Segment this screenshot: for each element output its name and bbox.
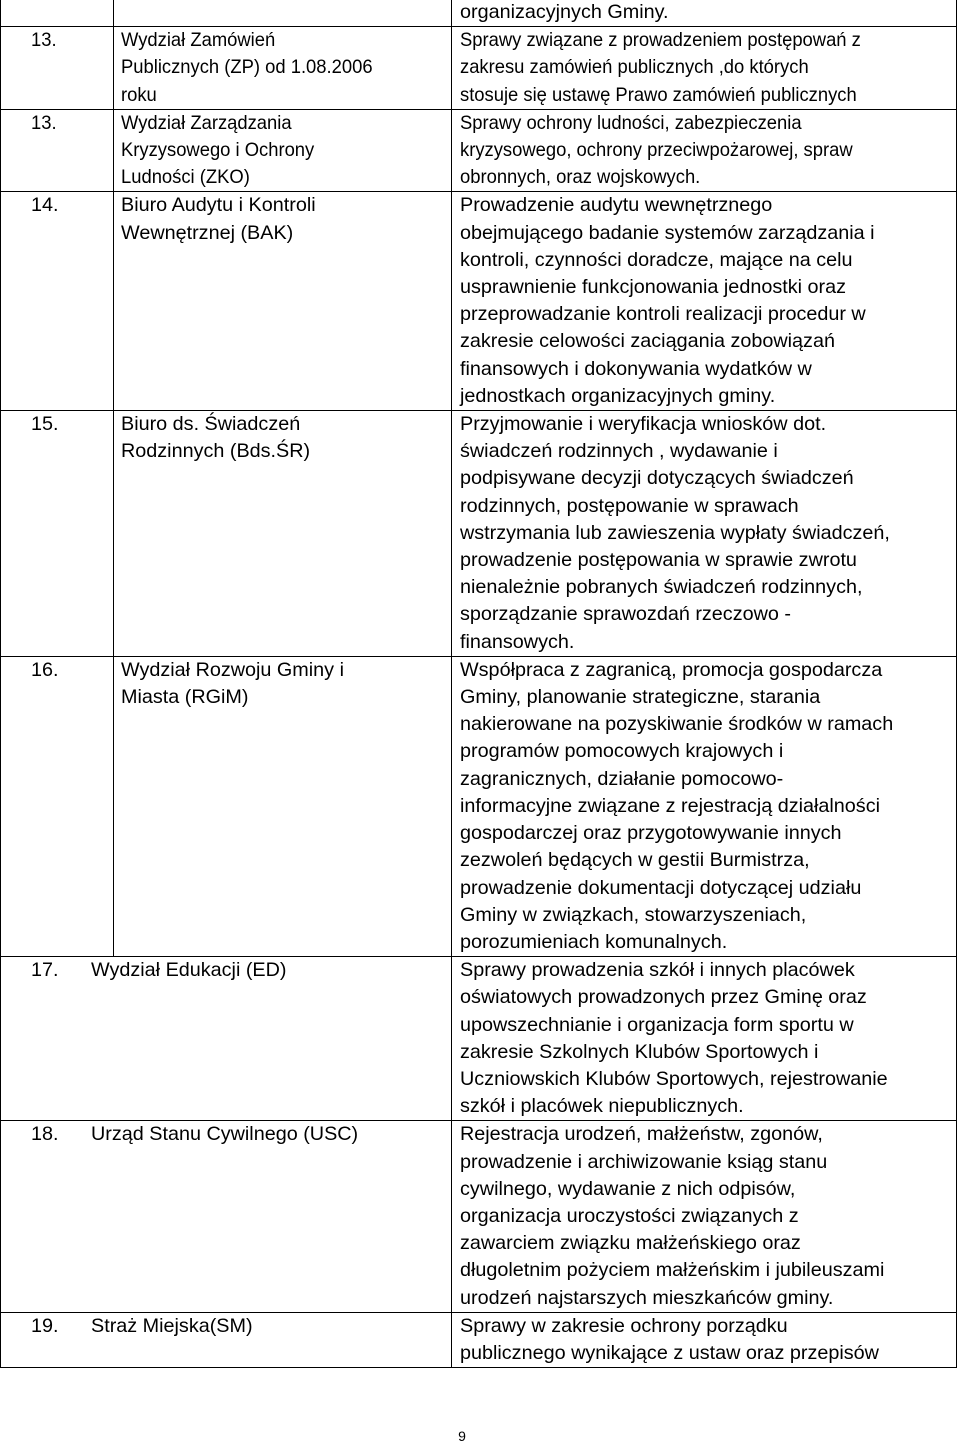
- table-row: [1, 656, 957, 956]
- description-line: zakresie Szkolnych Klubów Sportowych i: [460, 1040, 819, 1063]
- unit-number-cell: [1, 0, 114, 27]
- unit-name-line: Straż Miejska(SM): [91, 1314, 253, 1337]
- description-line: prowadzenie postępowania w sprawie zwrotu: [460, 549, 857, 572]
- unit-number-name-line: [31, 1121, 451, 1148]
- description-line: prowadzenie dokumentacji dotyczącej udziału: [460, 876, 862, 899]
- table-row: [1, 0, 957, 27]
- description-line: kryzysowego, ochrony przeciwpożarowej, spraw: [460, 139, 853, 162]
- unit-name-line: Wydział Edukacji (ED): [91, 959, 287, 982]
- description-line: sporządzanie sprawozdań rzeczowo -: [460, 603, 791, 626]
- description-line: informacyjne związane z rejestracją działalności: [460, 794, 880, 817]
- unit-number-cell: [1, 109, 114, 192]
- description-line: obronnych, oraz wojskowych.: [460, 166, 701, 189]
- description-line: stosuje się ustawę Prawo zamówień publicznych: [460, 83, 857, 106]
- description-line: świadczeń rodzinnych , wydawanie i: [460, 440, 778, 463]
- unit-description-cell: [452, 411, 957, 657]
- unit-number: 13.: [31, 111, 57, 134]
- description-line: podpisywane decyzji dotyczących świadczeń: [460, 467, 854, 490]
- unit-number: 18.: [31, 1123, 59, 1146]
- description-line: przeprowadzanie kontroli realizacji procedur w: [460, 303, 866, 326]
- description-line: długoletnim pożyciem małżeńskim i jubileuszami: [460, 1259, 885, 1282]
- unit-number-name-line: [31, 1313, 451, 1340]
- table-row: [1, 1121, 957, 1312]
- unit-name-line: roku: [121, 83, 157, 106]
- unit-name-line: Biuro Audytu i Kontroli: [121, 194, 316, 217]
- description-line: obejmującego badanie systemów zarządzania i: [460, 221, 875, 244]
- table-row: [1, 192, 957, 411]
- unit-name-line: Kryzysowego i Ochrony: [121, 139, 315, 162]
- unit-name-line: Miasta (RGiM): [121, 686, 249, 709]
- unit-number-name-cell: [1, 957, 452, 1121]
- description-line: oświatowych prowadzonych przez Gminę oraz: [460, 986, 867, 1009]
- description-line: programów pomocowych krajowych i: [460, 740, 784, 763]
- description-line: organizacyjnych Gminy.: [460, 1, 669, 23]
- unit-number: 13.: [31, 29, 57, 52]
- unit-number: 19.: [31, 1314, 59, 1337]
- table-row: [1, 1312, 957, 1367]
- units-table-body: [1, 0, 957, 1368]
- description-line: Rejestracja urodzeń, małżeństw, zgonów,: [460, 1123, 823, 1146]
- unit-number: 15.: [31, 413, 59, 436]
- description-line: finansowych i dokonywania wydatków w: [460, 357, 812, 380]
- description-line: Współpraca z zagranicą, promocja gospodarcza: [460, 658, 883, 681]
- description-line: finansowych.: [460, 630, 575, 653]
- unit-number-cell: [1, 192, 114, 411]
- description-line: Gminy w związkach, stowarzyszeniach,: [460, 903, 807, 926]
- unit-number-name-line: [31, 957, 451, 984]
- description-line: nienależnie pobranych świadczeń rodzinnych,: [460, 576, 863, 599]
- unit-number-cell: [1, 411, 114, 657]
- description-line: jednostkach organizacyjnych gminy.: [460, 384, 776, 407]
- unit-name-cell: [114, 656, 452, 956]
- unit-name-line: Wydział Zarządzania: [121, 111, 292, 134]
- unit-name-line: Ludności (ZKO): [121, 166, 250, 189]
- description-line: Sprawy ochrony ludności, zabezpieczenia: [460, 111, 802, 134]
- description-line: Sprawy prowadzenia szkół i innych placówek: [460, 959, 855, 982]
- description-line: usprawnienie funkcjonowania jednostki oraz: [460, 276, 846, 299]
- description-line: porozumieniach komunalnych.: [460, 930, 728, 953]
- description-line: Gminy, planowanie strategiczne, starania: [460, 686, 821, 709]
- description-line: upowszechnianie i organizacja form sportu w: [460, 1013, 854, 1036]
- unit-name-line: Rodzinnych (Bds.ŚR): [121, 440, 311, 463]
- description-line: szkół i placówek niepublicznych.: [460, 1095, 744, 1118]
- unit-number: 14.: [31, 194, 59, 217]
- unit-name-cell: [114, 0, 452, 27]
- unit-description-cell: [452, 656, 957, 956]
- unit-name-cell: [114, 192, 452, 411]
- description-line: Uczniowskich Klubów Sportowych, rejestrowanie: [460, 1067, 888, 1090]
- description-line: urodzeń najstarszych mieszkańców gminy.: [460, 1286, 834, 1309]
- unit-name-line: Wewnętrznej (BAK): [121, 221, 294, 244]
- description-line: Przyjmowanie i weryfikacja wniosków dot.: [460, 413, 827, 436]
- description-line: kontroli, czynności doradcze, mające na celu: [460, 248, 853, 271]
- description-line: Prowadzenie audytu wewnętrznego: [460, 194, 773, 217]
- unit-description-cell: [452, 957, 957, 1121]
- page-number: 9: [458, 1428, 466, 1444]
- table-row: [1, 109, 957, 192]
- description-line: publicznego wynikające z ustaw oraz przepisów: [460, 1341, 879, 1364]
- unit-name-cell: [114, 27, 452, 110]
- unit-description-cell: [452, 0, 957, 27]
- unit-name-cell: [114, 411, 452, 657]
- unit-number: 16.: [31, 658, 59, 681]
- unit-description-cell: [452, 1312, 957, 1367]
- unit-number-cell: [1, 27, 114, 110]
- description-line: zezwoleń będących w gestii Burmistrza,: [460, 849, 810, 872]
- unit-number-cell: [1, 656, 114, 956]
- unit-description-cell: [452, 192, 957, 411]
- unit-name-line: Biuro ds. Świadczeń: [121, 413, 301, 436]
- description-line: zawarciem związku małżeńskiego oraz: [460, 1232, 801, 1255]
- description-line: gospodarczej oraz przygotowywanie innych: [460, 822, 842, 845]
- description-line: wstrzymania lub zawieszenia wypłaty świadczeń,: [460, 521, 890, 544]
- description-line: Sprawy związane z prowadzeniem postępowań z: [460, 29, 861, 52]
- unit-number-name-cell: [1, 1312, 452, 1367]
- unit-number-name-cell: [1, 1121, 452, 1312]
- table-row: [1, 957, 957, 1121]
- unit-name-line: Urząd Stanu Cywilnego (USC): [91, 1123, 359, 1146]
- unit-description-cell: [452, 109, 957, 192]
- unit-name-line: Wydział Zamówień: [121, 29, 276, 52]
- table-row: [1, 27, 957, 110]
- unit-name-line: Publicznych (ZP) od 1.08.2006: [121, 56, 373, 79]
- description-line: zakresie celowości zaciągania zobowiązań: [460, 330, 835, 353]
- description-line: rodzinnych, postępowanie w sprawach: [460, 494, 799, 517]
- description-line: Sprawy w zakresie ochrony porządku: [460, 1314, 788, 1337]
- description-line: nakierowane na pozyskiwanie środków w ramach: [460, 713, 894, 736]
- unit-description-cell: [452, 27, 957, 110]
- unit-description-cell: [452, 1121, 957, 1312]
- unit-name-line: Wydział Rozwoju Gminy i: [121, 658, 344, 681]
- description-line: zakresu zamówień publicznych ,do których: [460, 56, 809, 79]
- description-line: organizacja uroczystości związanych z: [460, 1204, 799, 1227]
- unit-number: 17.: [31, 959, 59, 982]
- description-line: prowadzenie i archiwizowanie ksiąg stanu: [460, 1150, 828, 1173]
- table-row: [1, 411, 957, 657]
- description-line: cywilnego, wydawanie z nich odpisów,: [460, 1177, 796, 1200]
- description-line: zagranicznych, działanie pomocowo-: [460, 767, 784, 790]
- unit-name-cell: [114, 109, 452, 192]
